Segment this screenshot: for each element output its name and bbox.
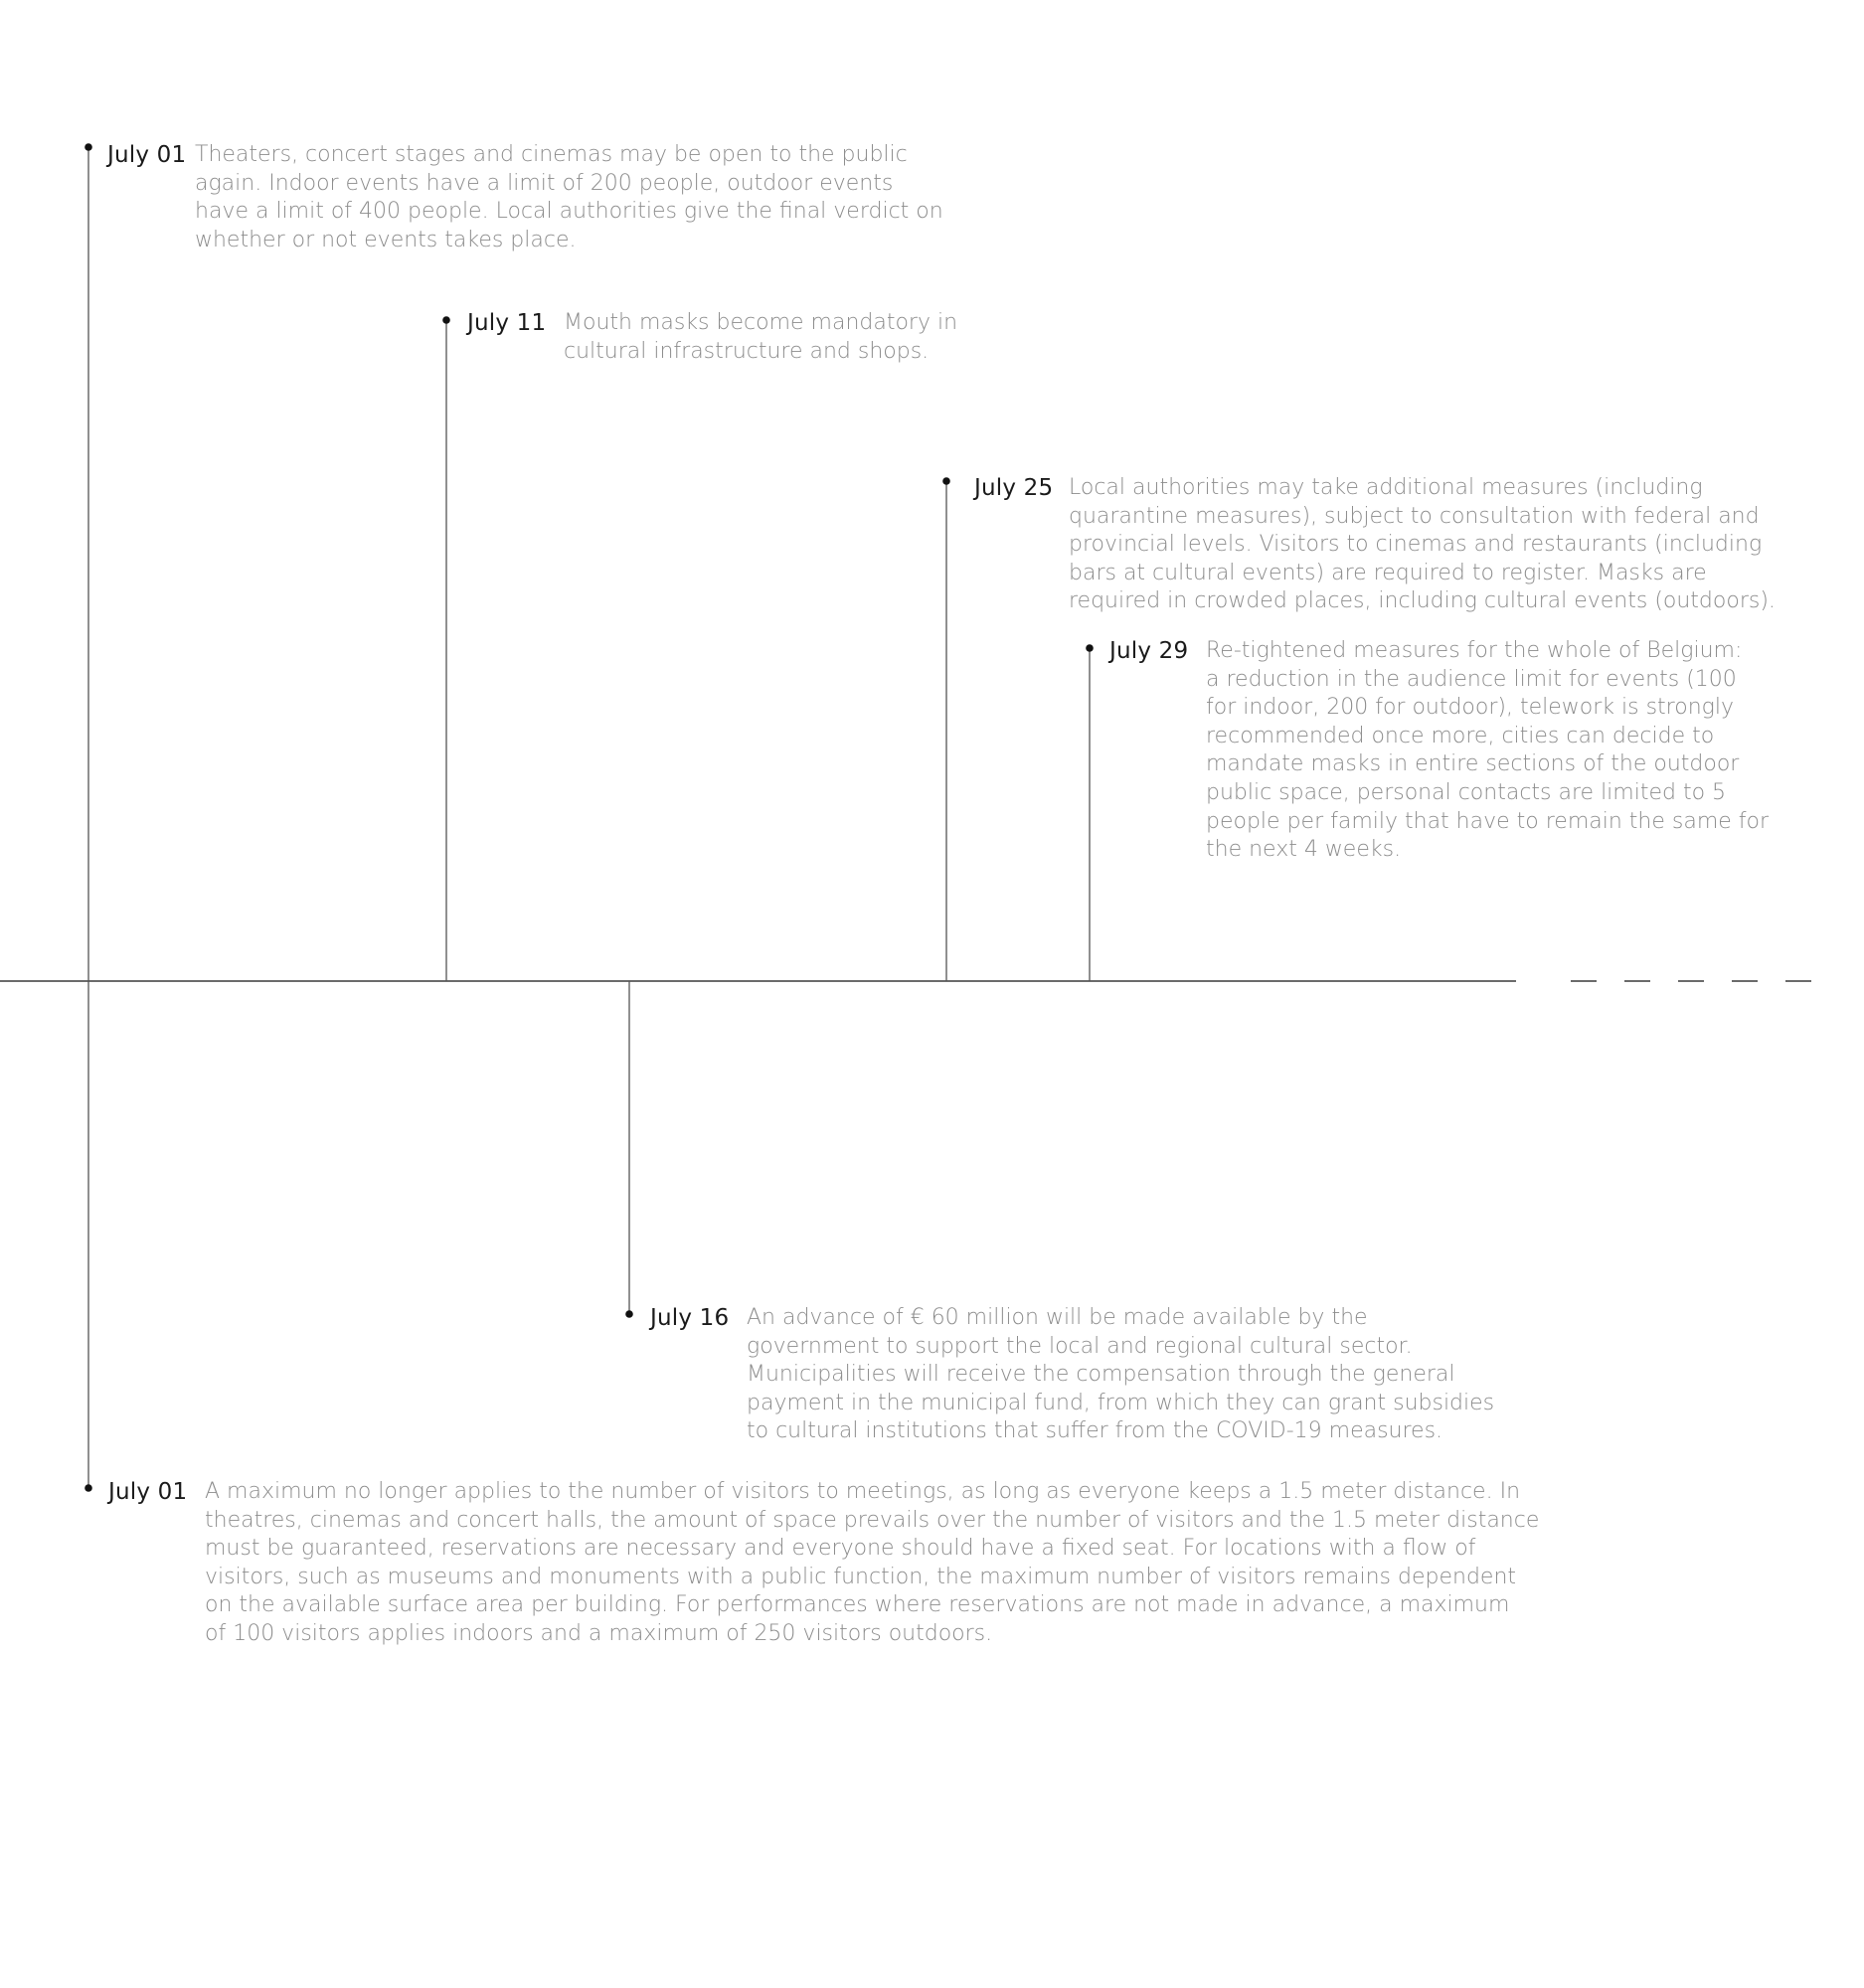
event-text-july11 xyxy=(564,309,957,366)
event-line: recommended once more, cities can decide to xyxy=(1206,723,1715,748)
event-date-july11: July 11 xyxy=(467,310,547,336)
event-line: Mouth masks become mandatory in xyxy=(564,310,958,335)
event-date-bottom-july01: July 01 xyxy=(108,1479,188,1505)
event-line: to cultural institutions that suffer from the COVID-19 measures. xyxy=(747,1418,1443,1444)
event-line: a reduction in the audience limit for events (100 xyxy=(1206,666,1737,692)
event-line: required in crowded places, including cultural events (outdoors). xyxy=(1069,588,1776,614)
event-date-july29: July 29 xyxy=(1109,638,1189,664)
event-line: have a limit of 400 people. Local authorities give the final verdict on xyxy=(195,199,943,225)
event-line: cultural infrastructure and shops. xyxy=(564,338,930,364)
event-line: must be guaranteed, reservations are necessary and everyone should have a fixed seat. For locations with a flow of xyxy=(205,1536,1476,1562)
event-line: on the available surface area per building. For performances where reservations are not made in advance, a maximum xyxy=(205,1592,1510,1618)
event-line: of 100 visitors applies indoors and a maximum of 250 visitors outdoors. xyxy=(205,1620,993,1646)
event-text-july16 xyxy=(747,1304,1494,1446)
event-line: the next 4 weeks. xyxy=(1206,837,1402,863)
event-line: theatres, cinemas and concert halls, the amount of space prevails over the number of visitors and the 1.5 meter distance xyxy=(205,1507,1540,1533)
event-line: people per family that have to remain the same for xyxy=(1206,808,1770,834)
event-text-top-july01 xyxy=(195,141,943,254)
event-text-july25 xyxy=(1069,474,1776,616)
event-line: quarantine measures), subject to consultation with federal and xyxy=(1069,503,1760,529)
dot-july11 xyxy=(442,316,450,324)
event-date-july25: July 25 xyxy=(974,475,1054,501)
event-line: Municipalities will receive the compensation through the general xyxy=(747,1362,1455,1388)
dot-july25 xyxy=(942,477,950,485)
event-date-top-july01: July 01 xyxy=(107,142,187,168)
event-line: Re-tightened measures for the whole of Belgium: xyxy=(1206,638,1743,663)
event-line: Local authorities may take additional measures (including xyxy=(1069,475,1703,500)
event-line: bars at cultural events) are required to register. Masks are xyxy=(1069,560,1707,585)
dot-bottom-july01 xyxy=(85,1484,92,1492)
event-line: government to support the local and regional cultural sector. xyxy=(747,1333,1413,1359)
event-line: Theaters, concert stages and cinemas may be open to the public xyxy=(195,142,908,167)
event-line: for indoor, 200 for outdoor), telework is strongly xyxy=(1206,695,1734,721)
event-line: An advance of € 60 million will be made available by the xyxy=(747,1305,1368,1330)
dot-top-july01 xyxy=(85,143,92,151)
event-line: visitors, such as museums and monuments with a public function, the maximum number of visitors remains dependent xyxy=(205,1564,1517,1589)
event-text-july29 xyxy=(1206,637,1769,865)
event-line: again. Indoor events have a limit of 200 people, outdoor events xyxy=(195,170,894,196)
event-text-bottom-july01 xyxy=(205,1478,1539,1649)
dot-july16 xyxy=(625,1310,633,1318)
event-line: provincial levels. Visitors to cinemas and restaurants (including xyxy=(1069,532,1763,558)
event-line: whether or not events takes place. xyxy=(195,227,577,252)
event-line: mandate masks in entire sections of the outdoor xyxy=(1206,751,1740,777)
event-line: public space, personal contacts are limited to 5 xyxy=(1206,779,1727,805)
dot-july29 xyxy=(1086,644,1094,652)
event-line: payment in the municipal fund, from which they can grant subsidies xyxy=(747,1390,1495,1415)
event-line: A maximum no longer applies to the number of visitors to meetings, as long as everyone keeps a 1.5 meter distance. In xyxy=(205,1479,1521,1504)
event-date-july16: July 16 xyxy=(650,1305,730,1331)
